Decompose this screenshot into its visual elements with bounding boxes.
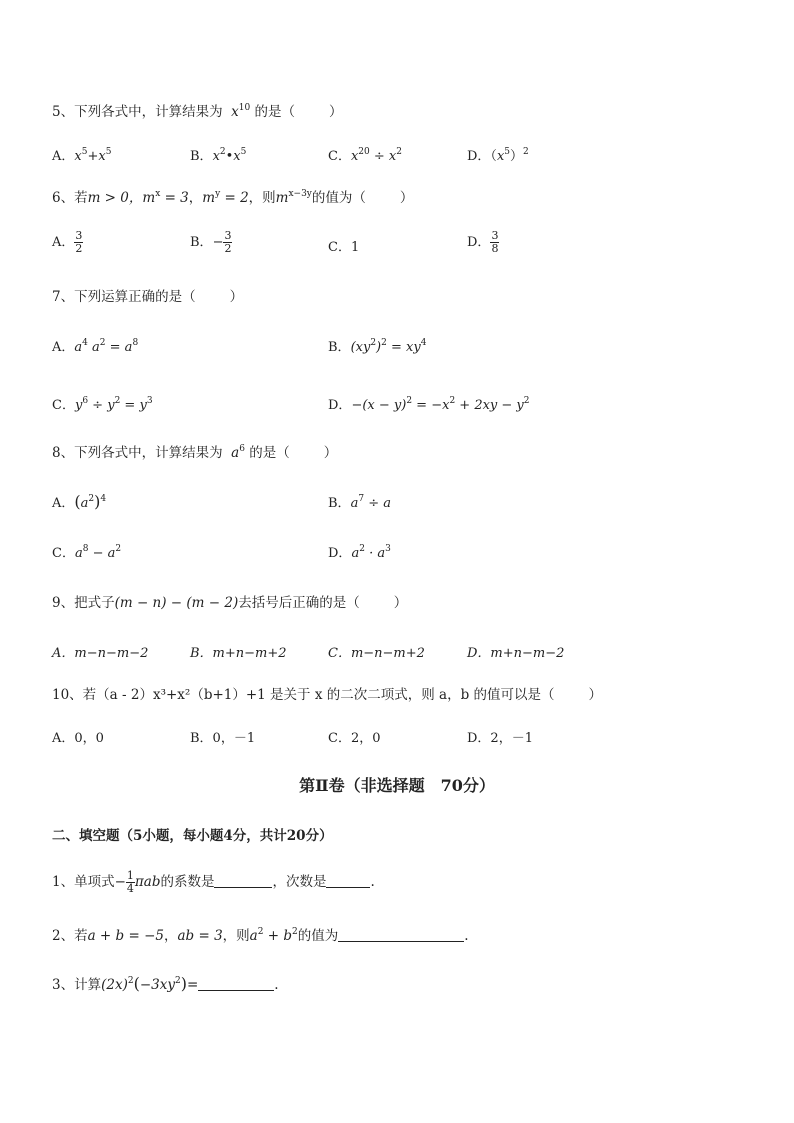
q5-option-b[interactable]: B．$x^2•x^5$	[190, 147, 247, 164]
section-2-title: 第Ⅱ卷（非选择题 70分）	[299, 776, 495, 795]
q5-option-d[interactable]: D．$(x^5)^2$	[467, 147, 529, 164]
fill-1-blank-coefficient[interactable]	[214, 873, 272, 888]
q9-option-b[interactable]: B．m+n−m+2	[190, 646, 287, 661]
q5-close: ）	[329, 104, 343, 120]
q7-option-a[interactable]: A．$a^4$ $a^2 = a^8$	[52, 338, 139, 355]
q9-option-d[interactable]: D．m+n−m−2	[467, 646, 565, 661]
fill-3-blank[interactable]	[198, 976, 274, 991]
fill-question-1: 1、单项式− $\frac{1}{4}$ πab的系数是 ，次数是 .	[52, 869, 375, 895]
q10-option-c[interactable]: C．2，0	[328, 731, 381, 746]
question-10: 10、若（a - 2）x³+x²（b+1）+1 是关于 x 的二次二项式，则 a，b 的值可以是（ ）	[52, 687, 603, 703]
q6-option-b[interactable]: B．− $\frac{3}{2}$	[190, 229, 232, 255]
q10-option-b[interactable]: B．0，－1	[190, 731, 256, 746]
fill-question-2: 2、若a + b = −5，ab = 3，则$a^2 + b^2$的值为 .	[52, 927, 469, 944]
q8-option-c[interactable]: C．$a^8 - a^2$	[52, 544, 122, 561]
fill-question-3: 3、计算$(2x)^2(-3xy^2)=$ .	[52, 974, 279, 993]
q7-option-c[interactable]: C．$y^6 \div y^2 = y^3$	[52, 396, 153, 413]
q10-option-a[interactable]: A．0，0	[52, 731, 104, 746]
q7-option-d[interactable]: D．$-(x - y)^2 = -x^2 + 2xy - y^2$	[328, 396, 530, 413]
q9-option-c[interactable]: C．m−n−m+2	[328, 646, 425, 661]
q6-option-a[interactable]: A． $\frac{3}{2}$	[52, 229, 83, 255]
q8-option-d[interactable]: D．$a^2 \cdot a^3$	[328, 544, 391, 561]
question-5	[52, 100, 343, 120]
fill-2-blank[interactable]	[338, 927, 464, 942]
q5-stem: 5、下列各式中，计算结果为	[52, 104, 223, 120]
q5-option-c[interactable]: C．$x^{20} \div x^2$	[328, 147, 402, 164]
question-9: 9、把式子(m − n) − (m − 2)去括号后正确的是（ ）	[52, 595, 408, 611]
q5-option-a[interactable]: A．$x^5+x^5$	[52, 147, 112, 164]
q8-option-a[interactable]: A．$(a^2)^4$	[52, 492, 107, 511]
q8-option-b[interactable]: B．$a^7 \div a$	[328, 494, 391, 511]
fill-1-blank-degree[interactable]	[326, 873, 370, 888]
q5-stem-end: 的是（	[254, 104, 296, 120]
q9-option-a[interactable]: A．m−n−m−2	[52, 646, 149, 661]
question-6: 6、若m > 0，$m^x = 3$，$m^y = 2$，则$m^{x-3y}$的值为（ ）	[52, 189, 414, 206]
q10-option-d[interactable]: D．2，－1	[467, 731, 533, 746]
question-7: 7、下列运算正确的是（ ）	[52, 289, 244, 305]
question-8: 8、下列各式中，计算结果为 $a^6$ 的是（ ）	[52, 444, 338, 461]
q5-target-expr: $x^{10}$	[226, 103, 251, 120]
q7-option-b[interactable]: B．$(xy^2)^2 = xy^4$	[328, 338, 427, 355]
q6-option-d[interactable]: D． $\frac{3}{8}$	[467, 229, 499, 255]
q6-option-c[interactable]: C．1	[328, 240, 360, 255]
fill-blank-part-title: 二、填空题（5小题，每小题4分，共计20分）	[52, 828, 333, 844]
